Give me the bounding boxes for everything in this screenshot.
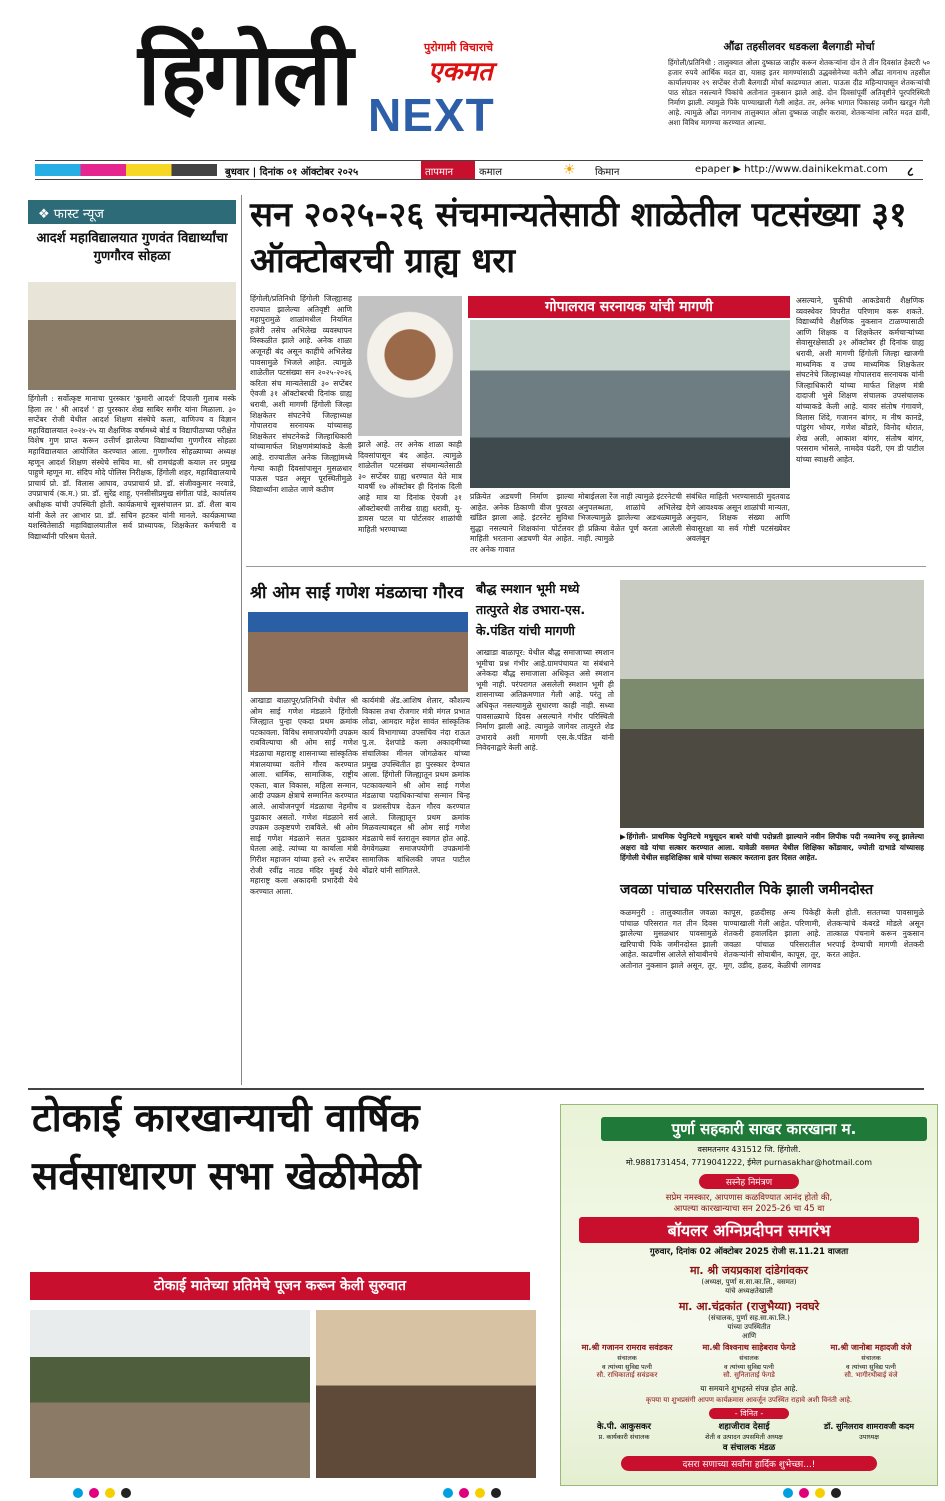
ad-event-date: गुरुवार, दिनांक 02 ऑक्टोबर 2025 रोजी स.11.21 वाजता [649, 1247, 849, 1257]
ganesh-headline: श्री ओम साई गणेश मंडळाचा गौरव [250, 583, 464, 603]
lead-column-6: असल्याने, चुकीची आकडेवारी शैक्षणिक व्यवस्थेवर विपरीत परिणाम करू शकते. विद्यार्थ्यांचे शैक्षणिक नुकसान टाळण्यासाठी आणि शिक्षक व शिक्षकेतर कर्मचाऱ्यांच्या सेवासुरक्षेसाठी ३१ ऑक्टोबर ही दिनांक ग्राह्य धरावी, अशी मागणी हिंगोली जिल्हा खाजगी माध्यमिक व उच्च माध्यमिक शिक्षकेतर संघटनेचे जिल्हाध्यक्ष गोपालराव सरनायक यांनी जिल्हाधिकारी यांच्या मार्फत शिक्षण मंत्री दादाजी भुसे शिक्षण संचालक उपसंचालक यांच्याकडे केली आहे. यावर संतोष गंगावणे, विलास शिंदे, गजानन बांगर, म नीष कानडे, पांडुरंग भोयर, गणेश बोंडारे, विनोद थोरात, शेख अली, आकाश बांगर, संतोष बांगर, परसराम भोसले, नामदेव पंढरी, एम डी पाटील यांच्या स्वाक्षरी आहेत. [796, 296, 924, 464]
ad-invite-label: सस्नेह निमंत्रण [699, 1174, 799, 1189]
ad-signatory-3-role: उपाध्यक्ष [859, 1433, 879, 1441]
ganesh-photo [248, 612, 468, 692]
ad-request: कृपया या शुभप्रसंगी आपण कार्यक्रमास आवर्जून उपस्थित राहावे अशी विनंती आहे. [645, 1396, 853, 1404]
registration-marks-middle [440, 1486, 504, 1500]
ad-address: वसमतनगर 431512 जि. हिंगोली. [697, 1145, 801, 1154]
ad-guest-name: मा. आ.चंद्रकांत (राजुभैय्या) नवघरे [678, 1300, 820, 1313]
temperature-label: तापमान [421, 161, 475, 179]
ad-contact: मो.9881731454, 7719041222, ईमेल purnasakhar@hotmail.com [625, 1158, 873, 1167]
top-brief-body: हिंगोली/प्रतिनिधी : तालुक्यात ओला दुष्काळ जाहीर करून शेतकऱ्यांना दोन ते तीन दिवसांत हेक्टरी ५० हजार रुपये आर्थिक मदत द्या, यासह इतर मागण्यांसाठी उद्धवसेनेच्या वतीने औंढा नागनाथ तहसील कार्यालयावर २९ सप्टेंबर रोजी बैलगाडी मोर्चा काढण्यात आला. पाऊस दीड महिन्यापासून शेतकऱ्यांची पाठ सोडत नसल्याने पिकांचे अतोनात नुकसान झाले आहे. दोन दिवसांपूर्वी अतिवृष्टीने पूरपरिस्थिती निर्माण झाली. त्यामुळे पिके पाण्याखाली गेली आहेत. तर, अनेक भागात पिकासह जमीन खरडून गेली आहे. त्यामुळे औंढा नागनाथ तालुक्यात ओला दुष्काळ जाहीर करावा, शेतकऱ्यांना त्वरित मदत द्यावी, अशा विविध मागण्या करण्यात आल्या. [668, 58, 930, 127]
ad-chief-sub: यांचे अध्यक्षतेखाली [725, 1287, 773, 1295]
ad-chief-name: मा. श्री जयप्रकाश दांडेगांवकर [690, 1264, 808, 1277]
masthead-title: हिंगोली [138, 25, 352, 125]
tokai-photo-crowd [30, 1310, 310, 1478]
epaper-link[interactable]: epaper ▶ http://www.dainikekmat.com [695, 164, 888, 175]
page-number: ८ [907, 165, 914, 180]
cyan-dot [73, 1488, 83, 1498]
lead-column-1: हिंगोली/प्रतिनिधी हिंगोली जिल्ह्यासह राज्यात झालेल्या अतिवृष्टी आणि महापुरामुळे शाळांमधील नियमित हजेरी तसेच अभिलेख व्यवस्थापन विस्कळीत झाले आहे. अनेक शाळा अजूनही बंद असून काहींचे अभिलेख पावसामुळे भिजले आहेत. त्यामुळे शाळेतील पटसंख्या सन २०२५-२०२६ करिता संच मान्यतेसाठी ३० सप्टेंबर ऐवजी ३१ ऑक्टोबरची दिनांक ग्राह्य धरावी, अशी मागणी हिंगोली जिल्हा शिक्षकेतर संघटनेचे जिल्हाध्यक्ष गोपालराव सरनायक यांच्यासह शिक्षकेतर संघटनेकडे जिल्हाधिकारी यांच्यामार्फत शिक्षणमंत्र्यांकडे केली आहे. राज्यातील अनेक जिल्ह्यांमध्ये गेल्या काही दिवसांपासून मुसळधार पाऊस पडत असून पूरस्थितीमुळे विद्यार्थ्यांना शाळेत जाणे कठीण [250, 294, 352, 494]
ad-board: व संचालक मंडळ [722, 1443, 776, 1453]
lead-banner: गोपालराव सरनायक यांची मागणी [468, 296, 790, 318]
tokai-sub-banner: टोकाई मातेच्या प्रतिमेचे पूजन करून केली सुरुवात [30, 1272, 530, 1300]
fast-news-label [28, 200, 236, 224]
ad-guest-sub: यांच्या उपस्थितीत [727, 1323, 771, 1331]
black-dot [121, 1488, 131, 1498]
black-dot [831, 1488, 841, 1498]
tokai-headline: टोकाई कारखान्याची वार्षिक सर्वसाधारण सभा खेळीमेळी [32, 1096, 421, 1199]
fast-news-photo [28, 282, 236, 390]
ad-title: पुर्णा सहकारी साखर कारखाना म. [601, 1117, 927, 1141]
fast-news-icon: ❖ [38, 207, 54, 222]
registration-marks-right [780, 1486, 844, 1500]
ad-signatories [561, 1421, 937, 1441]
ad-signatory-2-name: शहाजीराव देसाई [718, 1422, 770, 1432]
lead-column-2: झाले आहे. तर अनेक शाळा काही दिवसांपासून बंद आहेत. त्यामुळे शाळेतील पटसंख्या संचमान्यतेसाठी ३० सप्टेंबर ग्राह्य धरण्यात येते मात्र यावर्षी १७ ऑक्टोबर ही दिनांक दिली आहे मात्र या दिनांक ऐवजी ३१ ऑक्टोबरची तारीख ग्राह्य धरावी, यू-डायस पटल या पोर्टलवर शाळांची माहिती भरण्याच्या [358, 440, 462, 534]
ad-director-3-name: मा.श्री जानोबा महादजी वंजे [830, 1343, 912, 1352]
magenta-dot [459, 1488, 469, 1498]
ad-invite-text: सप्रेम नमस्कार, आपणास कळविण्यात आनंद होतो की, [665, 1193, 833, 1203]
yellow-dot [475, 1488, 485, 1498]
ad-director-1-role: संचालक [617, 1354, 637, 1362]
yellow-dot [815, 1488, 825, 1498]
ganesh-column-1: आखाडा बाळापूर/प्रतिनिधी येथील श्री ओम साई गणेश मंडळाने हिंगोली जिल्ह्यात पुन्हा एकदा प्रथम क्रमांक पटकावला. विविध समाजपयोगी उपक्रम राबविल्याचा श्री ओम साई गणेश मंडळाचा महाराष्ट्र शासनाच्या सांस्कृतिक मंत्रालयाच्या वतीने गौरव करण्यात आला. धार्मिक, सामाजिक, राष्ट्रीय एकता, बाल विकास, महिला सन्मान, आदी उपक्रम क्षेत्राचे सम्मानित करण्यात आले. आयोजनपूर्ण मंडळाचा नेहमीच पुढाकार असतो. गणेश मंडळाने सर्व उपक्रम उत्कृष्टपणे राबविले. श्री ओम साई गणेश मंडळाने सतत पुढाकार घेतला आहे. त्यांच्या या कार्याला मंत्री गिरीश महाजन यांच्या हस्ते २५ सप्टेंबर रोजी रवींद्र नाट्य मंदिर मुंबई येथे महाराष्ट्र कला अकादमी प्रभादेवी येथे करण्यात आला. [250, 696, 358, 896]
cyan-dot [783, 1488, 793, 1498]
brand-tagline: पुरोगामी विचाराचे [424, 41, 494, 54]
ad-signatory-2 [684, 1421, 804, 1441]
ad-signatory-1 [569, 1421, 679, 1441]
lead-portrait [358, 296, 462, 436]
ad-signatory-2-role: शेती व उत्पादन उपसमिती अध्यक्ष [705, 1433, 783, 1441]
masthead [0, 0, 945, 158]
lead-column-4: मोबाईलला रेंज नाही त्यामुळे इंटरनेटची अनुपलब्धता, शाळांचे अभिलेख भिजल्यामुळे झालेल्या अडथळ्यामुळे ही प्रक्रिया वेळेत पूर्ण करता आलेली नाही. त्यामुळे [578, 492, 682, 544]
brand-logo: एकमत [428, 57, 493, 87]
ad-director-2-name: मा.श्री विश्वनाथ साहेबराव फेगडे [702, 1343, 796, 1352]
purna-advertisement [560, 1104, 938, 1486]
max-temp-label: कमाल [479, 167, 503, 178]
ad-director-2 [689, 1342, 809, 1380]
fast-news-label-text: फास्ट न्यूज [53, 207, 104, 222]
ad-wish: दसरा सणाच्या सर्वांना हार्दिक शुभेच्छा...! [621, 1456, 877, 1471]
ad-signatory-1-name: के.पी. आकुसकर [597, 1422, 651, 1432]
ad-director-1-name: मा.श्री गजानन रामराव सवंडकर [581, 1343, 673, 1352]
ad-closing: या समयाने शुभहस्ते संपन्न होत आहे. [700, 1384, 798, 1393]
lead-headline: सन २०२५-२६ संचमान्यतेसाठी शाळेतील पटसंख्या ३१ ऑक्टोबरची ग्राह्य धरा [250, 195, 907, 281]
ad-vinit-label: - विनित - [709, 1408, 789, 1419]
ad-director-3-spouse-label: व त्यांच्या सुविद्य पत्नी [846, 1363, 896, 1371]
yellow-dot [105, 1488, 115, 1498]
lead-column-5: संबंधित माहिती भरण्यासाठी मुदतवाढ देणे आवश्यक असून शाळांची मान्यता, अनुदान, शिक्षक संख्या आणि सेवासुरक्षा या सर्व गोष्टी पटसंख्येवर अवलंबून [686, 492, 790, 544]
ganesh-column-2: कार्यमंत्री ॲड.आशिष शेलार, कौशल्य विकास तथा रोजगार मंत्री मंगल प्रभात लोढा, आमदार महेश सावंत सांस्कृतिक कार्य विभागाच्या उपसचिव नंदा राऊत पु.ल. देशपांडे कला अकादमीच्या संचालिका मीनल जोगळेकर यांच्या प्रमुख उपस्थितीत हा पुरस्कार देण्यात आला. हिंगोली जिल्ह्यातून प्रथम क्रमांक पटकावल्याने श्री ओम साई गणेश मंडळाचा पदाधिकाऱ्यांचा सन्मान चिन्ह व प्रशस्तीपत्र देऊन गौरव करण्यात आले. जिल्ह्यातून प्रथम क्रमांक मिळवल्याबद्दल श्री ओम साई गणेश मंडळाचे सर्व स्तरातून स्वागत होत आहे. वेगवेगळ्या समाजपयोगी उपक्रमांनी सामाजिक बांधिलकी जपत पाटील बोंढारे यांनी सांगितले. [362, 696, 470, 875]
ad-season-text: आपल्या कारखान्याचा सन 2025-26 चा 45 वा [673, 1204, 825, 1214]
ad-signatory-3-name: डॉ. सुनिलराव शामरावजी कदम [823, 1422, 915, 1431]
ad-directors [561, 1342, 937, 1380]
next-logo: NEXT [368, 89, 495, 141]
date-line: बुधवार | दिनांक ०१ ऑक्टोबर २०२५ [225, 167, 359, 178]
ad-director-3-spouse: सौ. भागीरथीबाई वंजे [844, 1371, 898, 1379]
ad-director-1-spouse: सौ. राधिकाताई सवंडकर [596, 1371, 658, 1379]
magenta-dot [799, 1488, 809, 1498]
min-temp-label: किमान [595, 167, 620, 178]
top-brief [668, 40, 930, 158]
lead-photo-schoolchildren [470, 320, 790, 488]
ad-director-1 [567, 1342, 687, 1380]
ad-director-2-role: संचालक [739, 1354, 759, 1362]
registration-marks-left [70, 1486, 134, 1500]
date-bar [35, 160, 923, 180]
ad-signatory-3 [809, 1421, 929, 1441]
ad-director-3 [811, 1342, 931, 1380]
section-rule [246, 566, 926, 567]
magenta-dot [89, 1488, 99, 1498]
jawala-body: कळमनुरी : तालुक्यातील जवळा पांचाळ परिसरात गत तीन दिवस झालेल्या मुसळधार पावसामुळे खरिपाची पिके जमीनदोस्त झाली आहेत. काढणीस आलेले सोयाबीनचे अतोनात नुकसान झाले असून, तूर, कापूस, हळदीसह अन्य पिकेही पाण्याखाली गेली आहेत. परिणामी, शेतकरी हवालदिल झाला आहे. जवळा पांचाळ परिसरातील शेतकऱ्यांनी सोयाबीन, कापूस, तूर, मूग, उडीद, हळद, केळीची लागवड केली होती. सततच्या पावसामुळे शेतकऱ्यांचे कंबरडे मोडले असून तात्काळ पंचनामे करून नुकसान भरपाई देण्याची मागणी शेतकरी करत आहेत. [620, 908, 924, 970]
ad-chief-role: (अध्यक्ष, पुर्णा स.सा.का.लि., वसमत) [701, 1278, 797, 1286]
ad-director-3-role: संचालक [861, 1354, 881, 1362]
tokai-photo-stage [316, 1310, 536, 1478]
fast-news-body: हिंगोली : सर्वोत्कृष्ट मानाचा पुरस्कार 'कुमारी आदर्श' दिपाली गुलाब मस्के हिला तर ' श्री आदर्श ' हा पुरस्कार शेख साबिर समीर यांना मिळाला. ३० सप्टेंबर रोजी येथील आदर्श शिक्षण संस्थेचे कला, वाणिज्य व विज्ञान महाविद्यालयात २०२४-२५ या शैक्षणिक वर्षामध्ये बोर्ड व विद्यापीठाच्या परीक्षेत विशेष गुण प्राप्त करून उत्तीर्ण झालेल्या विद्यार्थ्यांचा गुणगौरव सोहळा महाविद्यालयात आयोजित करण्यात आला. गुणगौरव सोहळ्याच्या अध्यक्ष म्हणून आदर्श शिक्षण संस्थेचे सचिव मा. श्री रामचंद्रजी कयाल तर प्रमुख पाहुणे म्हणून मा. संदिप मोदे पोलिस निरीक्षक, हिंगोली शहर, महाविद्यालयाचे प्राचार्य प्रो. डॉ. विलास आघाव, उपप्राचार्य प्रो. डॉ. संजीवकुमार नरवाडे, उपप्राचार्य (क.म.) प्रा. डॉ. सुरेंद्र शाहू, एनसीसीप्रमुख संगीता पांडे, कार्यालय अधीक्षक यांची उपस्थिती होती. कार्यक्रमाचे सूत्रसंचालन प्रा. डॉ. शैला बाय यांनी केले तर आभार प्रा. डॉ. सचिन हटकर यांनी मानले. कार्यक्रमाच्या यशस्वितेसाठी महाविद्यालयातील सर्व प्राध्यापक, शिक्षकेतर कर्मचारी व विद्यार्थ्यांनी परिश्रम घेतले. [28, 394, 236, 541]
ad-and: आणि [741, 1332, 757, 1340]
ad-director-2-spouse: सौ. सुनिताताई फेगडे [723, 1371, 775, 1379]
black-dot [491, 1488, 501, 1498]
jawala-headline: जवळा पांचाळ परिसरातील पिके झाली जमीनदोस्त [620, 882, 874, 898]
ad-director-1-spouse-label: व त्यांच्या सुविद्य पत्नी [602, 1363, 652, 1371]
lead-column-3: प्रक्रियेत अडचणी निर्माण झाल्या आहेत. अनेक ठिकाणी वीज पुरवठा खंडित झाला आहे. इंटरनेट सुविधा सुद्धा नसल्याने शिक्षकांना पोर्टलवर माहिती भरताना अडचणी येत आहेत. तर अनेक गावात [470, 492, 574, 554]
sun-icon: ☀ [563, 162, 576, 178]
cyan-dot [443, 1488, 453, 1498]
ad-signatory-1-role: प्र. कार्यकारी संचालक [598, 1433, 650, 1441]
fast-news-headline: आदर्श महाविद्यालयात गुणवंत विद्यार्थ्यांचा गुणगौरव सोहळा [36, 231, 228, 264]
felicitation-caption: ▶हिंगोली- प्राथमिक पेयुनिटचे मधुसूदन बाबरे यांची पदोन्नती झाल्याने नवीन लिपीक पदी नव्यानेच रुजू झालेल्या अक्षरा वडे यांचा सत्कार करण्यात आला. यावेळी वसमत येथील शिक्षिका कोंडावार, ज्योती दाभाडे यांच्यासह हिंगोली येथील सहशिक्षिका धाबे यांच्या सत्कार करताना इतर दिसत आहेत. [620, 832, 924, 863]
top-brief-headline: औंढा तहसीलवर धडकला बैलगाडी मोर्चा [723, 41, 875, 53]
bauddha-body: आखाडा बाळापूर: येथील बौद्ध समाजाच्या स्मशान भूमीचा प्रश्न गंभीर आहे.ग्रामपंचायत या संबंधाने अनेकदा बौद्ध समाजाला अधिकृत असे स्मशान भूमी नाही. परंपरागत असलेली स्मशान भूमी ही शासनाच्या अतिक्रमणात गेली आहे. परंतु तो अधिकृत नसल्यामुळे सुधारणा काही नाही. सध्या पावसाळ्याचे दिवस असल्याने गंभीर परिस्थिती निर्माण झाली आहे. त्यामुळे जागेवर तात्पुरते शेड उभारावे अशी मागणी एस.के.पंडित यांनी निवेदनाद्वारे केली आहे. [476, 648, 614, 753]
bauddha-headline: बौद्ध स्मशान भूमी मध्ये तात्पुरते शेड उभारा-एस. के.पंडित यांची मागणी [476, 581, 586, 638]
ad-director-2-spouse-label: व त्यांच्या सुविद्य पत्नी [724, 1363, 774, 1371]
column-divider [241, 195, 242, 1085]
ad-event-title: बॉयलर अग्निप्रदीपन समारंभ [579, 1217, 919, 1243]
felicitation-photo [620, 580, 924, 828]
ad-guest-role: (संचालक, पुर्णा सह.सा.का.लि.) [708, 1314, 790, 1322]
